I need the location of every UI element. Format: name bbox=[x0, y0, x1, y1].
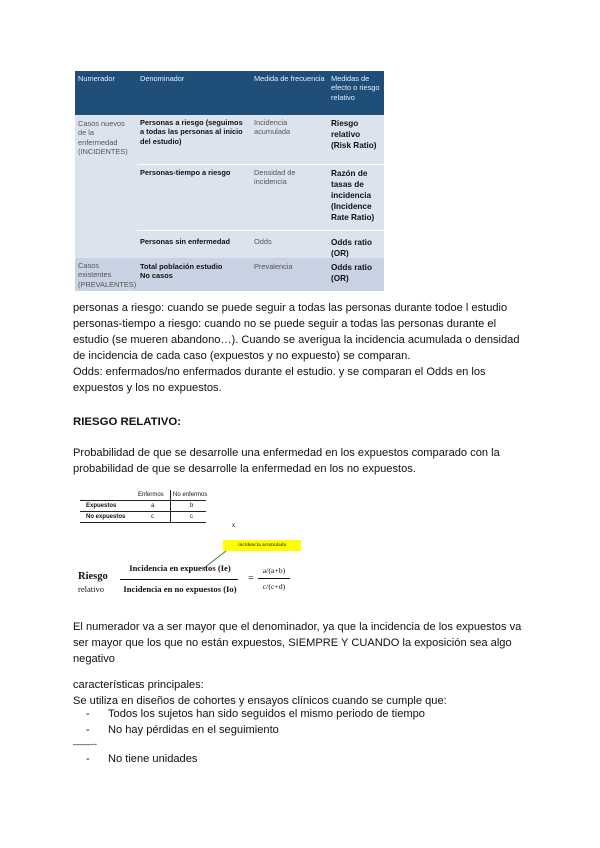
list-item bbox=[88, 724, 279, 736]
text-line: personas-tiempo a riesgo: cuando no se puede seguir a todas las personas durante el bbox=[73, 318, 497, 330]
cell-no-casos: No casos bbox=[140, 271, 173, 281]
col-enfermos: Enfermos bbox=[138, 492, 164, 498]
cell-razon-tasas: Razón de tasas de incidencia (Incidence Rate Ratio) bbox=[331, 169, 375, 223]
cell-odds-ratio-2: Odds ratio (OR) bbox=[331, 263, 372, 284]
header-denominador: Denominador bbox=[140, 74, 185, 83]
header-numerador: Numerador bbox=[78, 74, 115, 83]
list-item-text: No tiene unidades bbox=[108, 753, 198, 765]
paragraph-caracteristicas bbox=[73, 677, 533, 709]
table-rule bbox=[80, 522, 206, 523]
text-line: estudio (se mueren abandono…). Cuando se averigua la incidencia acumulada o densidad bbox=[73, 334, 520, 346]
list-item-text: Todos los sujetos han sido seguidos el mismo periodo de tiempo bbox=[108, 708, 425, 720]
cell-a: a bbox=[151, 503, 155, 509]
cell-b: b bbox=[190, 503, 194, 509]
section-heading: RIESGO RELATIVO: bbox=[73, 416, 182, 428]
formula-label-line: relativo bbox=[78, 584, 104, 594]
cell-personas-sin-enfermedad: Personas sin enfermedad bbox=[140, 237, 230, 246]
text-line: probabilidad de que se desarrolle la enfermedad en los no expuestos. bbox=[73, 463, 416, 475]
table-rule bbox=[170, 490, 171, 522]
cell-incidencia-acumulada: Incidencia acumulada bbox=[254, 118, 291, 137]
formula-label-line: Riesgo bbox=[78, 571, 108, 582]
separator: ——-- bbox=[73, 739, 97, 749]
text-line: Se utiliza en diseños de cohortes y ensayos clínicos cuando se cumple que: bbox=[73, 695, 447, 707]
paragraph-riesgo-relativo bbox=[73, 445, 533, 477]
annotation-incidencia-acumulada: incidencia acumulada bbox=[223, 540, 301, 551]
table-row-incidentes bbox=[75, 115, 384, 258]
cell-riesgo-relativo: Riesgo relativo (Risk Ratio) bbox=[331, 119, 377, 151]
list-item bbox=[88, 708, 425, 720]
list-dash: - bbox=[86, 708, 90, 720]
fraction-denominator: c/(c+d) bbox=[262, 582, 286, 591]
cell-c: c bbox=[151, 514, 154, 520]
table-header-row bbox=[75, 71, 384, 115]
cell-numerador-prevalentes: Casos existentes (PREVALENTES) bbox=[78, 261, 137, 289]
text-line: negativo bbox=[73, 653, 115, 665]
cell-d: c bbox=[190, 514, 193, 520]
cell-x: x bbox=[232, 523, 235, 529]
list-dash: - bbox=[86, 753, 90, 765]
contingency-table bbox=[80, 490, 250, 535]
fraction-bar bbox=[258, 578, 290, 579]
text-line: Probabilidad de que se desarrolle una enfermedad en los expuestos comparado con la bbox=[73, 447, 500, 459]
text-line: Odds: enfermados/no enfermados durante el estudio. y se comparan el Odds en los bbox=[73, 366, 486, 378]
text-line: El numerador va a ser mayor que el denominador, ya que la incidencia de los expuestos va bbox=[73, 621, 522, 633]
row-expuestos: Expuestos bbox=[86, 503, 117, 509]
list-item-text: No hay pérdidas en el seguimiento bbox=[108, 724, 279, 736]
cell-personas-a-riesgo: Personas a riesgo (seguimos a todas las personas al inicio del estudio) bbox=[140, 118, 243, 146]
formula-denominator: Incidencia en no expuestos (Io) bbox=[123, 584, 237, 594]
summary-table bbox=[75, 71, 384, 291]
formula-label bbox=[78, 570, 108, 596]
row-no-expuestos: No expuestos bbox=[86, 514, 126, 520]
cell-numerador-incidentes: Casos nuevos de la enfermedad (INCIDENTES) bbox=[78, 119, 128, 157]
cell-prevalencia: Prevalencia bbox=[254, 262, 293, 271]
table-rule bbox=[80, 500, 206, 501]
cell-odds-ratio-1: Odds ratio (OR) bbox=[331, 238, 372, 259]
formula-equals: = bbox=[248, 573, 254, 584]
col-no-enfermos: No enfermos bbox=[173, 492, 208, 498]
fraction-bar bbox=[120, 579, 238, 580]
text-line: expuestos y los no expuestos. bbox=[73, 382, 222, 394]
fraction-numerator: a/(a+b) bbox=[262, 566, 286, 575]
header-efecto: Medidas de efecto o riesgo relativo bbox=[331, 74, 380, 102]
cell-densidad-incidencia: Densidad de incidencia bbox=[254, 168, 296, 187]
text-line: ser mayor que los que no están expuestos, SIEMPRE Y CUANDO la exposición sea algo bbox=[73, 637, 512, 649]
header-frecuencia: Medida de frecuencia bbox=[254, 74, 325, 83]
paragraph-definiciones bbox=[73, 300, 533, 396]
formula-numerator: Incidencia en expuestos (Ie) bbox=[129, 563, 231, 573]
paragraph-numerador bbox=[73, 619, 533, 667]
list-dash: - bbox=[86, 724, 90, 736]
cell-odds: Odds bbox=[254, 237, 272, 246]
table-rule bbox=[80, 511, 206, 512]
text-line: de incidencia de cada caso (expuestos y no expuesto) se comparan. bbox=[73, 350, 411, 362]
text-line: características principales: bbox=[73, 679, 204, 691]
cell-personas-tiempo: Personas-tiempo a riesgo bbox=[140, 168, 231, 177]
text-line: personas a riesgo: cuando se puede seguir a todas las personas durante todoe l estudio bbox=[73, 302, 508, 314]
cell-total-poblacion: Total población estudio bbox=[140, 262, 223, 271]
list-item bbox=[88, 753, 197, 765]
table-row-prevalentes bbox=[75, 258, 384, 291]
